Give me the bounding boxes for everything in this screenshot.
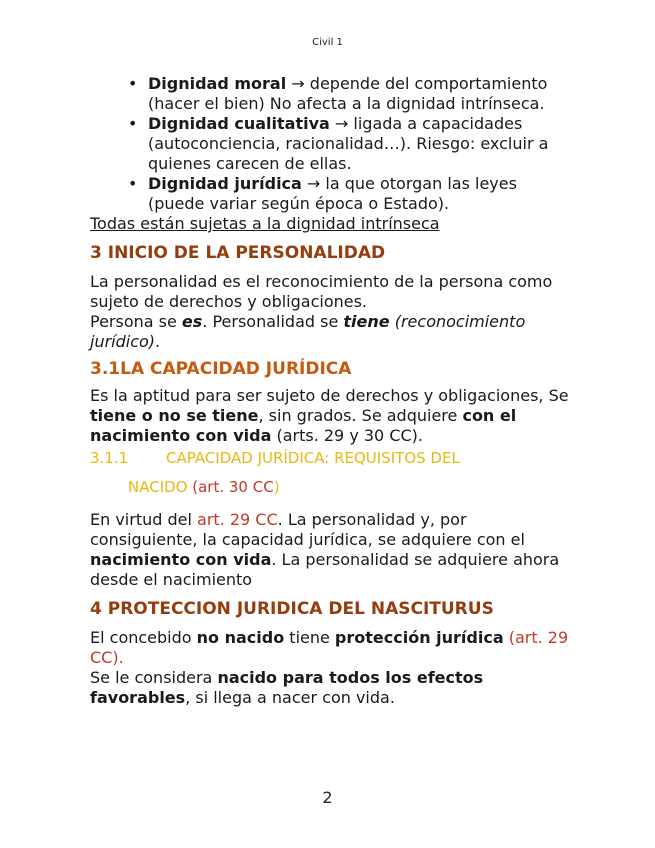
section-number: 3.1.1 xyxy=(90,449,129,467)
section-3-1-paragraph: Es la aptitud para ser sujeto de derechos y obligaciones, Se tiene o no se tiene, sin grados. Se adquiere con el nacimiento con vida (arts. 29 y 30 CC). xyxy=(90,386,569,445)
section-4-item-1: El concebido no nacido tiene protección jurídica (art. 29 CC). xyxy=(90,628,569,667)
section-3-1-heading: 3.1LA CAPACIDAD JURÍDICA xyxy=(90,359,352,379)
section-4-item-2: Se le considera nacido para todos los efectos favorables, si llega a nacer con vida. xyxy=(90,668,484,707)
page-number: 2 xyxy=(322,788,333,807)
heading-line-1: CAPACIDAD JURÍDICA: REQUISITOS DEL xyxy=(166,449,460,467)
list-item xyxy=(148,74,570,114)
section-3-paragraph-2: Persona se es. Personalidad se tiene (reconocimiento jurídico). xyxy=(90,312,526,351)
list-item-term: Dignidad moral xyxy=(148,74,287,93)
section-3-1-1-heading-cont: NACIDO (art. 30 CC) xyxy=(128,478,280,496)
article-reference: art. 29 CC xyxy=(197,510,278,529)
section-3-1-1-paragraph: En virtud del art. 29 CC. La personalidad y, por consiguiente, la capacidad jurídica, se adquiere con el nacimiento con vida. La personalidad se adquiere ahora desde el nacimiento xyxy=(90,510,560,589)
list-item-term: Dignidad cualitativa xyxy=(148,114,330,133)
article-reference: (art. 30 CC xyxy=(192,478,274,496)
list-item xyxy=(148,114,570,174)
arrow: → xyxy=(301,174,326,193)
section-4-heading: 4 PROTECCION JURIDICA DEL NASCITURUS xyxy=(90,599,494,619)
list-item-text: ligada a capacidades (autoconciencia, racionalidad…). Riesgo: excluir a quienes carecen de ellas. xyxy=(148,114,549,173)
section-3-1-1-heading xyxy=(90,448,570,468)
arrow: → xyxy=(329,114,354,133)
dignity-list xyxy=(90,74,570,214)
list-item-text: depende del comportamiento (hacer el bien) No afecta a la dignidad intrínseca. xyxy=(148,74,548,113)
page-content xyxy=(90,74,570,708)
list-item xyxy=(148,174,570,214)
arrow: → xyxy=(286,74,310,93)
section-3-heading: 3 INICIO DE LA PERSONALIDAD xyxy=(90,243,386,263)
summary-line: Todas están sujetas a la dignidad intrínseca xyxy=(90,214,440,233)
page-header: Civil 1 xyxy=(312,37,343,48)
list-item-text: la que otorgan las leyes (puede variar según época o Estado). xyxy=(148,174,517,213)
article-reference: (art. 29 CC). xyxy=(90,628,569,667)
section-3-paragraph-1: La personalidad es el reconocimiento de la persona como sujeto de derechos y obligaciones. xyxy=(90,272,553,311)
list-item-term: Dignidad jurídica xyxy=(148,174,302,193)
